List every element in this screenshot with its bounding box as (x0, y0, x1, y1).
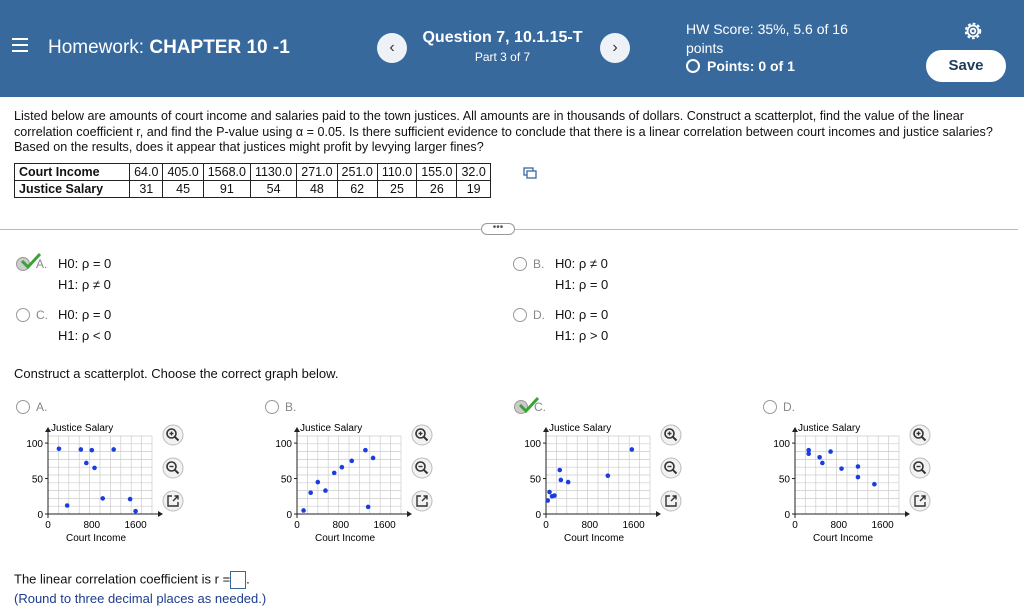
x-axis-label: Court Income (65, 533, 127, 544)
scatterplot-c (518, 420, 663, 545)
data-point (111, 447, 116, 452)
option-letter: A. (36, 257, 48, 271)
x-tick-label: 0 (45, 520, 51, 531)
graph-letter: C. (534, 400, 546, 414)
y-tick-label: 0 (784, 510, 790, 521)
x-axis-label: Court Income (563, 533, 625, 544)
problem-text: Listed below are amounts of court income and salaries paid to the town justices. All amounts are in thousands of dollars. Construct a scatterplot, find the value of the linear correlation coefficient r, and find the P-value using α = 0.05. Is there sufficient evidence to conclude that there is a linear correlation between court incomes and justice salaries? Based on the results, does it appear that justices might profit by levying larger fines? (14, 109, 993, 154)
table-cell: 54 (250, 181, 296, 198)
data-point (872, 482, 877, 487)
zoom-out-icon[interactable] (162, 457, 184, 479)
y-tick-label: 100 (524, 439, 541, 451)
zoom-in-icon[interactable] (660, 424, 682, 446)
data-point (606, 473, 611, 478)
x-tick-label: 1600 (373, 520, 396, 531)
x-axis-label: Court Income (314, 533, 376, 544)
table-cell: 1130.0 (250, 164, 296, 181)
data-point (100, 496, 105, 501)
table-cell: 19 (457, 181, 490, 198)
points-status (686, 58, 795, 74)
graph-radio-d[interactable] (763, 400, 777, 414)
x-tick-label: 0 (543, 520, 549, 531)
row-header: Justice Salary (15, 181, 130, 198)
points-circle-icon (686, 59, 700, 73)
gear-icon[interactable] (962, 20, 984, 42)
data-point (839, 466, 844, 471)
homework-title (48, 37, 290, 59)
y-tick-label: 100 (773, 439, 790, 451)
data-point (79, 447, 84, 452)
table-cell: 1568.0 (203, 164, 250, 181)
data-point (630, 447, 635, 452)
data-point (828, 449, 833, 454)
table-cell: 91 (203, 181, 250, 198)
x-tick-label: 0 (294, 520, 300, 531)
table-cell: 25 (377, 181, 416, 198)
data-point (545, 498, 550, 503)
y-tick-label: 0 (37, 510, 43, 521)
data-point (84, 461, 89, 466)
data-point (92, 466, 97, 471)
table-cell: 64.0 (130, 164, 163, 181)
table-cell: 251.0 (337, 164, 377, 181)
alt-hypothesis: H1: ρ < 0 (58, 328, 112, 343)
y-tick-label: 100 (275, 439, 292, 451)
data-point (856, 475, 861, 480)
next-question-button[interactable]: › (600, 33, 630, 63)
question-part: Part 3 of 7 (474, 50, 531, 64)
option-letter: D. (533, 308, 545, 322)
option-letter: C. (36, 308, 48, 322)
data-point (820, 461, 825, 466)
data-point (128, 497, 133, 502)
table-cell: 31 (130, 181, 163, 198)
data-point (301, 508, 306, 513)
x-tick-label: 800 (332, 520, 350, 531)
popout-icon[interactable] (411, 490, 433, 512)
y-axis-label: Justice Salary (798, 423, 861, 434)
data-point (547, 490, 552, 495)
y-tick-label: 50 (778, 474, 790, 486)
null-hypothesis: H0: ρ ≠ 0 (555, 256, 608, 271)
scatterplot-b (269, 420, 414, 545)
data-point (89, 448, 94, 453)
hypothesis-text (58, 253, 111, 295)
alt-hypothesis: H1: ρ ≠ 0 (58, 277, 111, 292)
graph-letter: D. (783, 400, 795, 414)
popout-icon[interactable] (909, 490, 931, 512)
alt-hypothesis: H1: ρ = 0 (555, 277, 609, 292)
zoom-in-icon[interactable] (162, 424, 184, 446)
y-tick-label: 50 (280, 474, 292, 486)
copy-data-icon[interactable] (523, 167, 537, 179)
data-point (363, 448, 368, 453)
hw-score: HW Score: 35%, 5.6 of 16 points (686, 21, 848, 56)
graph-radio-a[interactable] (16, 400, 30, 414)
graph-letter: B. (285, 400, 297, 414)
data-point (316, 480, 321, 485)
data-point (552, 493, 557, 498)
option-letter: B. (533, 257, 545, 271)
data-point (323, 488, 328, 493)
chapter-name: CHAPTER 10 -1 (149, 37, 290, 58)
y-tick-label: 0 (535, 510, 541, 521)
data-point (366, 505, 371, 510)
hypothesis-text (555, 304, 608, 346)
y-tick-label: 50 (529, 474, 541, 486)
y-tick-label: 0 (286, 510, 292, 521)
data-point (57, 446, 62, 451)
x-tick-label: 800 (581, 520, 599, 531)
scatter-prompt: Construct a scatterplot. Choose the correct graph below. (14, 366, 339, 381)
x-axis-label: Court Income (812, 533, 874, 544)
null-hypothesis: H0: ρ = 0 (58, 256, 112, 271)
null-hypothesis: H0: ρ = 0 (58, 307, 112, 322)
table-cell: 32.0 (457, 164, 490, 181)
points-label: Points: 0 of 1 (707, 58, 795, 74)
save-button[interactable]: Save (924, 48, 1008, 84)
menu-icon[interactable] (12, 38, 28, 54)
table-row (15, 181, 491, 198)
y-axis-label: Justice Salary (51, 423, 114, 434)
alt-hypothesis: H1: ρ > 0 (555, 328, 609, 343)
data-point (557, 468, 562, 473)
table-cell: 271.0 (297, 164, 337, 181)
data-point (856, 464, 861, 469)
y-axis-label: Justice Salary (549, 423, 612, 434)
y-tick-label: 100 (26, 439, 43, 451)
zoom-in-icon[interactable] (411, 424, 433, 446)
hypothesis-text (58, 304, 111, 346)
header-bar (0, 0, 1024, 97)
hypothesis-radio-c[interactable] (16, 308, 30, 322)
zoom-out-icon[interactable] (411, 457, 433, 479)
hypothesis-radio-b[interactable] (513, 257, 527, 271)
r-answer-input[interactable] (230, 571, 246, 589)
x-tick-label: 1600 (124, 520, 147, 531)
table-cell: 45 (163, 181, 203, 198)
popout-icon[interactable] (660, 490, 682, 512)
x-tick-label: 0 (792, 520, 798, 531)
answer-prompt: The linear correlation coefficient is r = . (14, 571, 250, 589)
data-point (566, 480, 571, 485)
hypothesis-radio-d[interactable] (513, 308, 527, 322)
graph-radio-b[interactable] (265, 400, 279, 414)
data-point (340, 465, 345, 470)
data-point (371, 456, 376, 461)
x-tick-label: 1600 (622, 520, 645, 531)
table-row (15, 164, 491, 181)
table-cell: 405.0 (163, 164, 203, 181)
data-point (349, 459, 354, 464)
prev-question-button[interactable]: ‹ (377, 33, 407, 63)
table-cell: 110.0 (377, 164, 416, 181)
y-axis-label: Justice Salary (300, 423, 363, 434)
data-point (817, 455, 822, 460)
data-table (14, 163, 491, 198)
table-cell: 62 (337, 181, 377, 198)
data-point (806, 451, 811, 456)
row-header: Court Income (15, 164, 130, 181)
table-cell: 155.0 (417, 164, 457, 181)
table-cell: 26 (417, 181, 457, 198)
data-point (308, 490, 313, 495)
zoom-out-icon[interactable] (660, 457, 682, 479)
data-point (65, 503, 70, 508)
null-hypothesis: H0: ρ = 0 (555, 307, 609, 322)
data-point (559, 478, 564, 483)
scatterplot-d (767, 420, 912, 545)
scatterplot-a (20, 420, 165, 545)
x-tick-label: 800 (83, 520, 101, 531)
answer-prompt-text: The linear correlation coefficient is r = (14, 571, 231, 587)
zoom-in-icon[interactable] (909, 424, 931, 446)
x-tick-label: 1600 (871, 520, 894, 531)
popout-icon[interactable] (162, 490, 184, 512)
y-tick-label: 50 (31, 474, 43, 486)
data-point (133, 509, 138, 514)
question-title: Question 7, 10.1.15-T (422, 29, 583, 46)
graph-letter: A. (36, 400, 48, 414)
hypothesis-text (555, 253, 608, 295)
data-point (332, 471, 337, 476)
homework-label: Homework: (48, 37, 145, 58)
zoom-out-icon[interactable] (909, 457, 931, 479)
expand-button[interactable]: ••• (481, 223, 515, 235)
rounding-note: (Round to three decimal places as needed.) (14, 591, 267, 606)
x-tick-label: 800 (830, 520, 848, 531)
table-cell: 48 (297, 181, 337, 198)
